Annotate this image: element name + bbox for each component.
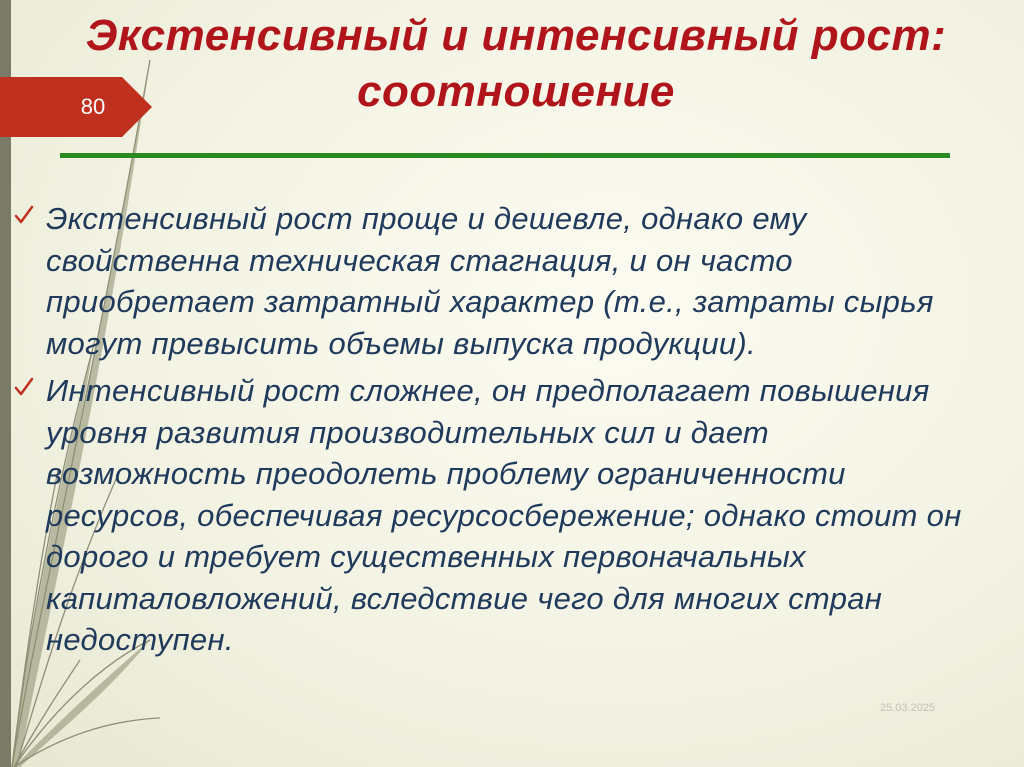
bullet-text: Интенсивный рост сложнее, он предполагает повышения уровня развития производительных сил и дает возможность преодолеть проблему ограниченности ресурсов, обеспечивая ресурсосбережение; однако стоит он дорого и требует существенных первоначальных капиталовложений, вследствие чего для многих стран недоступен. — [46, 373, 962, 657]
bullet-text: Экстенсивный рост проще и дешевле, однако ему свойственна техническая стагнация, и он часто приобретает затратный характер (т.е., затраты сырья могут превысить объемы выпуска продукции). — [46, 201, 934, 361]
slide-title-line2: соотношение — [357, 67, 675, 116]
checkmark-icon — [14, 204, 34, 226]
slide-number-tag — [0, 77, 152, 137]
slide-number: 80 — [80, 94, 106, 119]
bullet-item — [14, 370, 964, 661]
bullet-item — [14, 198, 964, 364]
checkmark-icon — [14, 376, 34, 398]
slide-title-line1: Экстенсивный и интенсивный рост: — [85, 11, 947, 60]
title-underline — [60, 153, 950, 158]
slide-date: 25.03.2025 — [880, 702, 936, 714]
slide-title — [36, 8, 996, 120]
bullet-list — [14, 198, 964, 667]
